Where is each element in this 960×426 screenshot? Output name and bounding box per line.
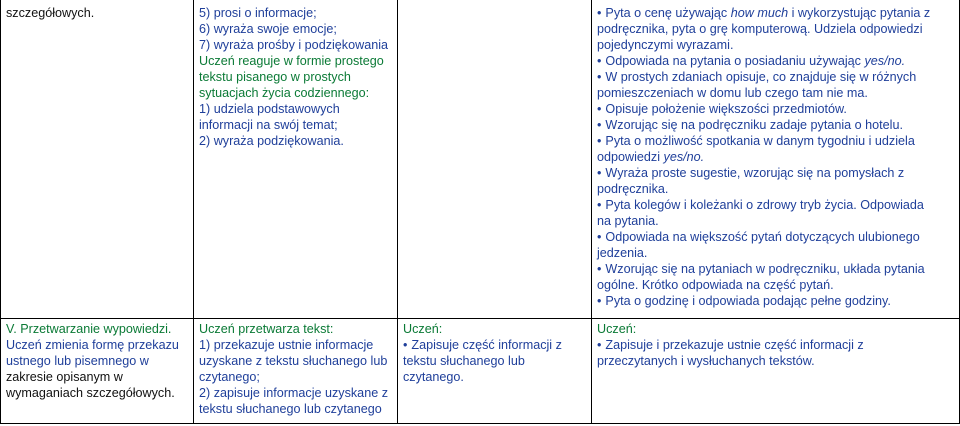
cell-text: podręcznika, pyta o grę komputerową. Udziela odpowiedzi — [597, 22, 923, 36]
cell-text: tekstu słuchanego lub — [403, 354, 525, 368]
cell-text: tekstu słuchanego lub czytanego — [199, 402, 382, 416]
table-row — [1, 0, 960, 319]
list-item: • Wyraża proste sugestie, wzorując się na pomysłach z — [597, 165, 954, 181]
list-item: • Pyta o możliwość spotkania w danym tygodniu i udziela — [597, 133, 954, 149]
cell-text: uzyskane z tekstu słuchanego lub — [199, 354, 388, 368]
list-item: • W prostych zdaniach opisuje, co znajduje się w różnych — [597, 69, 954, 85]
cell-text: pomieszczeniach w domu lub czego tam nie ma. — [597, 86, 868, 100]
list-item: • Odpowiada na pytania o posiadaniu używając yes/no. — [597, 53, 954, 69]
list-item: • Opisuje położenie większości przedmiotów. — [597, 101, 954, 117]
cell-text: 2) wyraża podziękowania. — [199, 134, 344, 148]
cell-r1c4 — [592, 0, 960, 319]
section-heading: Uczeń przetwarza tekst: — [199, 322, 334, 336]
cell-text: jedzenia. — [597, 246, 648, 260]
list-item: • Pyta o cenę używając how much i wykorzystując pytania z — [597, 5, 954, 21]
cell-text: ustnego lub pisemnego w — [6, 354, 149, 368]
cell-r1c1 — [1, 0, 194, 319]
list-item: • Wzorując się na pytaniach w podręczniku, układa pytania — [597, 261, 954, 277]
cell-text: odpowiedzi yes/no. — [597, 150, 705, 164]
cell-text: 2) zapisuje informacje uzyskane z — [199, 386, 388, 400]
cell-text: 1) udziela podstawowych — [199, 102, 340, 116]
section-heading: Uczeń: — [597, 322, 637, 336]
cell-text: tekstu pisanego w prostych — [199, 70, 351, 84]
cell-text: informacji na swój temat; — [199, 118, 338, 132]
cell-text: zakresie opisanym w — [6, 370, 123, 384]
list-item: • Zapisuje i przekazuje ustnie część informacji z — [597, 337, 954, 353]
list-item: • Zapisuje część informacji z — [403, 337, 586, 353]
cell-r2c1 — [1, 319, 194, 424]
cell-r1c3 — [398, 0, 592, 319]
cell-text: 6) wyraża swoje emocje; — [199, 22, 337, 36]
cell-text: ogólne. Krótko odpowiada na część pytań. — [597, 278, 834, 292]
cell-text: pojedynczymi wyrazami. — [597, 38, 734, 52]
section-heading: Uczeń: — [403, 322, 443, 336]
cell-r2c2 — [194, 319, 398, 424]
cell-r2c4 — [592, 319, 960, 424]
cell-text: szczegółowych. — [6, 6, 95, 20]
cell-text: sytuacjach życia codziennego: — [199, 86, 370, 100]
cell-text: czytanego. — [403, 370, 464, 384]
cell-text: przeczytanych i wysłuchanych tekstów. — [597, 354, 815, 368]
list-item: • Wzorując się na podręczniku zadaje pytania o hotelu. — [597, 117, 954, 133]
cell-text: podręcznika. — [597, 182, 669, 196]
list-item: • Pyta kolegów i koleżanki o zdrowy tryb życia. Odpowiada — [597, 197, 954, 213]
table-row — [1, 319, 960, 424]
cell-r2c3 — [398, 319, 592, 424]
cell-text: Uczeń reaguje w formie prostego — [199, 54, 384, 68]
cell-text: 7) wyraża prośby i podziękowania — [199, 38, 388, 52]
cell-text: na pytania. — [597, 214, 659, 228]
cell-text: wymaganiach szczegółowych. — [6, 386, 175, 400]
list-item: • Pyta o godzinę i odpowiada podając pełne godziny. — [597, 293, 954, 309]
section-heading: V. Przetwarzanie wypowiedzi. — [6, 322, 172, 336]
cell-r1c2 — [194, 0, 398, 319]
cell-text: Uczeń zmienia formę przekazu — [6, 338, 179, 352]
cell-text: 5) prosi o informacje; — [199, 6, 317, 20]
list-item: • Odpowiada na większość pytań dotyczących ulubionego — [597, 229, 954, 245]
cell-text: czytanego; — [199, 370, 260, 384]
cell-text: 1) przekazuje ustnie informacje — [199, 338, 374, 352]
